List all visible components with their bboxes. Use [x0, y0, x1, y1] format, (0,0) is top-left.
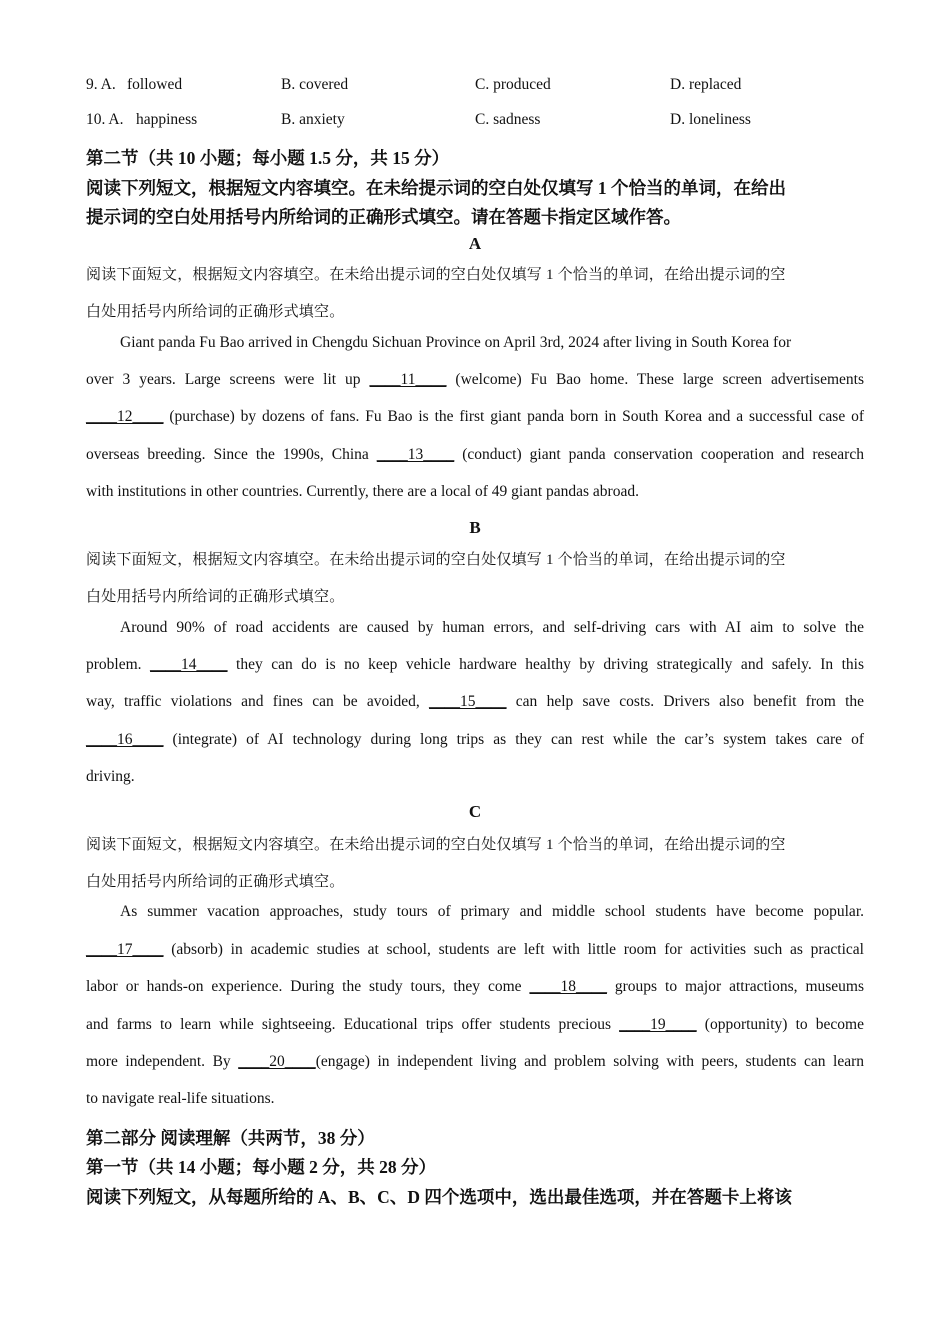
passage-a-line-3	[86, 408, 864, 426]
passage-a-line-5: with institutions in other countries. Currently, there are a local of 49 giant pandas abroad.	[86, 483, 639, 500]
passage-b-line-1: Around 90% of road accidents are caused by human errors, and self-driving cars with AI aim to solve the	[120, 619, 864, 636]
passage-b-text: way, traffic violations and fines can be avoided,	[86, 693, 430, 710]
passage-c-instructions-line-2: 白处用括号内所给词的正确形式填空。	[86, 874, 345, 890]
passage-c-text: (absorb) in academic studies at school, students are left with little room for activities such as practical	[163, 941, 864, 958]
passage-c-heading: C	[468, 802, 482, 821]
passage-a-text: (purchase) by dozens of fans. Fu Bao is the first giant panda born in South Korea and a successful case of	[163, 408, 864, 425]
blank-18: ____18____	[529, 978, 607, 995]
option-a: happiness	[136, 111, 198, 128]
passage-a-text: (welcome) Fu Bao home. These large screen advertisements	[446, 371, 864, 388]
passage-c-line-6: to navigate real-life situations.	[86, 1090, 275, 1107]
section-2-instructions-line-1: 阅读下列短文，根据短文内容填空。在未给提示词的空白处仅填写 1 个恰当的单词，在给出	[86, 178, 786, 198]
passage-c-text: (engage) in independent living and problem solving with peers, students can learn	[315, 1053, 864, 1070]
passage-a-line-4	[86, 446, 864, 464]
passage-a-heading: A	[468, 234, 482, 253]
passage-b-text: (integrate) of AI technology during long trips as they can rest while the car’s system takes care of	[163, 731, 864, 748]
blank-15: ____15____	[429, 693, 507, 710]
section-2-title: 第二节（共 10 小题；每小题 1.5 分，共 15 分）	[86, 148, 450, 168]
blank-17: ____17____	[86, 941, 164, 958]
passage-b-text: they can do is no keep vehicle hardware healthy by driving strategically and safely. In this	[227, 656, 865, 673]
option-c: C. sadness	[475, 111, 541, 128]
blank-13: ____13____	[376, 446, 455, 463]
passage-b-line-4	[86, 731, 864, 749]
passage-a-text: overseas breeding. Since the 1990s, China	[86, 446, 377, 463]
blank-11: ____11____	[369, 371, 447, 388]
option-c: C. produced	[475, 76, 551, 93]
passage-a-text: (conduct) giant panda conservation cooperation and research	[454, 446, 864, 463]
passage-b-line-3	[86, 693, 864, 711]
passage-a-text: over 3 years. Large screens were lit up	[86, 371, 370, 388]
blank-20: ____20____	[238, 1053, 316, 1070]
question-10-number: 10. A.	[86, 111, 124, 128]
part-2-section-1-instructions: 阅读下列短文，从每题所给的 A、B、C、D 四个选项中，选出最佳选项，并在答题卡上将该	[86, 1187, 792, 1207]
passage-a-instructions-line-1: 阅读下面短文，根据短文内容填空。在未给出提示词的空白处仅填写 1 个恰当的单词，在给出提示词的空	[86, 267, 786, 283]
blank-19: ____19____	[619, 1016, 697, 1033]
passage-c-line-5	[86, 1053, 864, 1071]
passage-b-line-5: driving.	[86, 768, 135, 785]
option-a: followed	[127, 76, 183, 93]
passage-c-text: more independent. By	[86, 1053, 239, 1070]
passage-b-text: can help save costs. Drivers also benefit from the	[506, 693, 865, 710]
passage-a-instructions-line-2: 白处用括号内所给词的正确形式填空。	[86, 304, 345, 320]
passage-c-line-2	[86, 941, 864, 959]
option-b: B. covered	[281, 76, 349, 93]
section-2-instructions-line-2: 提示词的空白处用括号内所给词的正确形式填空。请在答题卡指定区域作答。	[86, 207, 681, 227]
passage-c-text: labor or hands-on experience. During the study tours, they come	[86, 978, 530, 995]
passage-c-text: (opportunity) to become	[696, 1016, 864, 1033]
passage-b-heading: B	[469, 518, 481, 537]
question-10-options	[86, 111, 864, 135]
option-b: B. anxiety	[281, 111, 345, 128]
passage-c-text: and farms to learn while sightseeing. Educational trips offer students precious	[86, 1016, 620, 1033]
part-2-section-1-title: 第一节（共 14 小题；每小题 2 分，共 28 分）	[86, 1157, 436, 1177]
option-d: D. replaced	[670, 76, 742, 93]
passage-a-line-2	[86, 371, 864, 389]
option-d: D. loneliness	[670, 111, 751, 128]
blank-16: ____16____	[86, 731, 164, 748]
passage-b-instructions-line-1: 阅读下面短文，根据短文内容填空。在未给出提示词的空白处仅填写 1 个恰当的单词，在给出提示词的空	[86, 552, 786, 568]
passage-b-text: problem.	[86, 656, 151, 673]
passage-c-text: groups to major attractions, museums	[606, 978, 864, 995]
passage-c-instructions-line-1: 阅读下面短文，根据短文内容填空。在未给出提示词的空白处仅填写 1 个恰当的单词，在给出提示词的空	[86, 837, 786, 853]
passage-c-line-3	[86, 978, 864, 996]
question-9-number: 9. A.	[86, 76, 116, 93]
blank-14: ____14____	[150, 656, 228, 673]
passage-a-line-1: Giant panda Fu Bao arrived in Chengdu Sichuan Province on April 3rd, 2024 after living in South Korea for	[120, 334, 792, 351]
blank-12: ____12____	[86, 408, 164, 425]
passage-b-line-2	[86, 656, 864, 674]
passage-c-line-4	[86, 1016, 864, 1034]
passage-c-line-1: As summer vacation approaches, study tours of primary and middle school students have become popular.	[120, 903, 864, 920]
question-9-options	[86, 76, 864, 100]
part-2-title: 第二部分 阅读理解（共两节，38 分）	[86, 1128, 375, 1148]
passage-b-instructions-line-2: 白处用括号内所给词的正确形式填空。	[86, 589, 345, 605]
